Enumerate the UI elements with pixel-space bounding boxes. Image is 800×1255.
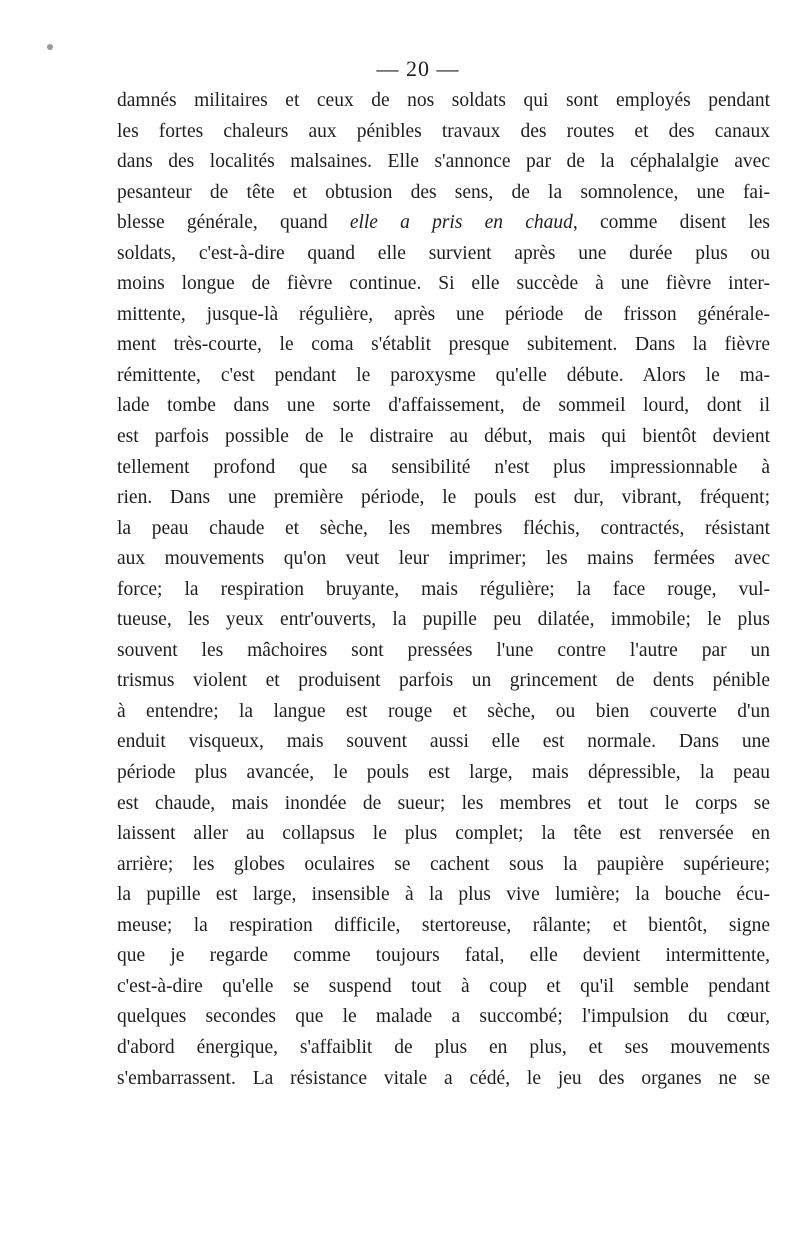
page-number-header — [0, 56, 800, 82]
text-line: à entendre; la langue est rouge et sèche, ou bien couverte d'un — [117, 700, 770, 722]
text-line: souvent les mâchoires sont pressées l'une contre l'autre par un — [117, 639, 770, 661]
text-line: force; la respiration bruyante, mais régulière; la face rouge, vul- — [117, 578, 770, 600]
text-line: rien. Dans une première période, le pouls est dur, vibrant, fréquent; — [117, 487, 770, 509]
text-line: quelques secondes que le malade a succombé; l'impulsion du cœur, — [117, 1006, 770, 1028]
text-line: tellement profond que sa sensibilité n'est plus impressionnable à — [117, 456, 770, 478]
text-line: arrière; les globes oculaires se cachent sous la paupière supérieure; — [117, 853, 770, 875]
text-line: la pupille est large, insensible à la plus vive lumière; la bouche écu- — [117, 884, 770, 906]
text-line: période plus avancée, le pouls est large, mais dépressible, la peau — [117, 762, 770, 784]
text-line: enduit visqueux, mais souvent aussi elle est normale. Dans une — [117, 731, 770, 753]
text-line: les fortes chaleurs aux pénibles travaux des routes et des canaux — [117, 120, 770, 142]
text-line: est parfois possible de le distraire au début, mais qui bientôt devient — [117, 426, 770, 448]
text-line: laissent aller au collapsus le plus complet; la tête est renversée en — [117, 823, 770, 845]
italic-phrase: elle a pris en chaud — [349, 212, 573, 234]
text-line: s'embarrassent. La résistance vitale a cédé, le jeu des organes ne se — [117, 1067, 770, 1089]
text-line: dans des localités malsaines. Elle s'annonce par de la céphalalgie avec — [117, 151, 770, 173]
text-line: aux mouvements qu'on veut leur imprimer; les mains fermées avec — [117, 548, 770, 570]
text-line: d'abord énergique, s'affaiblit de plus en plus, et ses mouvements — [117, 1036, 770, 1058]
text-line: ment très-courte, le coma s'établit presque subitement. Dans la fièvre — [117, 334, 770, 356]
text-line-with-italic: blesse générale, quand elle a pris en chaud, comme disent les — [117, 212, 771, 234]
paper-speck — [47, 44, 53, 50]
text-line: damnés militaires et ceux de nos soldats qui sont employés pendant — [117, 90, 770, 111]
body-text — [117, 86, 770, 1094]
text-line: pesanteur de tête et obtusion des sens, de la somnolence, une fai- — [117, 181, 770, 203]
text-line: tueuse, les yeux entr'ouverts, la pupille peu dilatée, immobile; le plus — [117, 609, 770, 631]
text-line: c'est-à-dire qu'elle se suspend tout à coup et qu'il semble pendant — [117, 975, 770, 997]
text-line: moins longue de fièvre continue. Si elle succède à une fièvre inter- — [117, 273, 770, 295]
text-line: que je regarde comme toujours fatal, elle devient intermittente, — [117, 945, 770, 967]
text-line: trismus violent et produisent parfois un grincement de dents pénible — [117, 670, 770, 692]
text-line: la peau chaude et sèche, les membres fléchis, contractés, résistant — [117, 517, 770, 539]
text-line: rémittente, c'est pendant le paroxysme qu'elle débute. Alors le ma- — [117, 364, 770, 386]
text-line: est chaude, mais inondée de sueur; les membres et tout le corps se — [117, 792, 770, 814]
text-line: soldats, c'est-à-dire quand elle survient après une durée plus ou — [117, 242, 770, 264]
page-number: — 20 — — [376, 56, 460, 81]
text-line: mittente, jusque-là régulière, après une période de frisson générale- — [117, 303, 770, 325]
text-line: lade tombe dans une sorte d'affaissement, de sommeil lourd, dont il — [117, 395, 770, 417]
text-line: meuse; la respiration difficile, stertoreuse, râlante; et bientôt, signe — [117, 914, 770, 936]
